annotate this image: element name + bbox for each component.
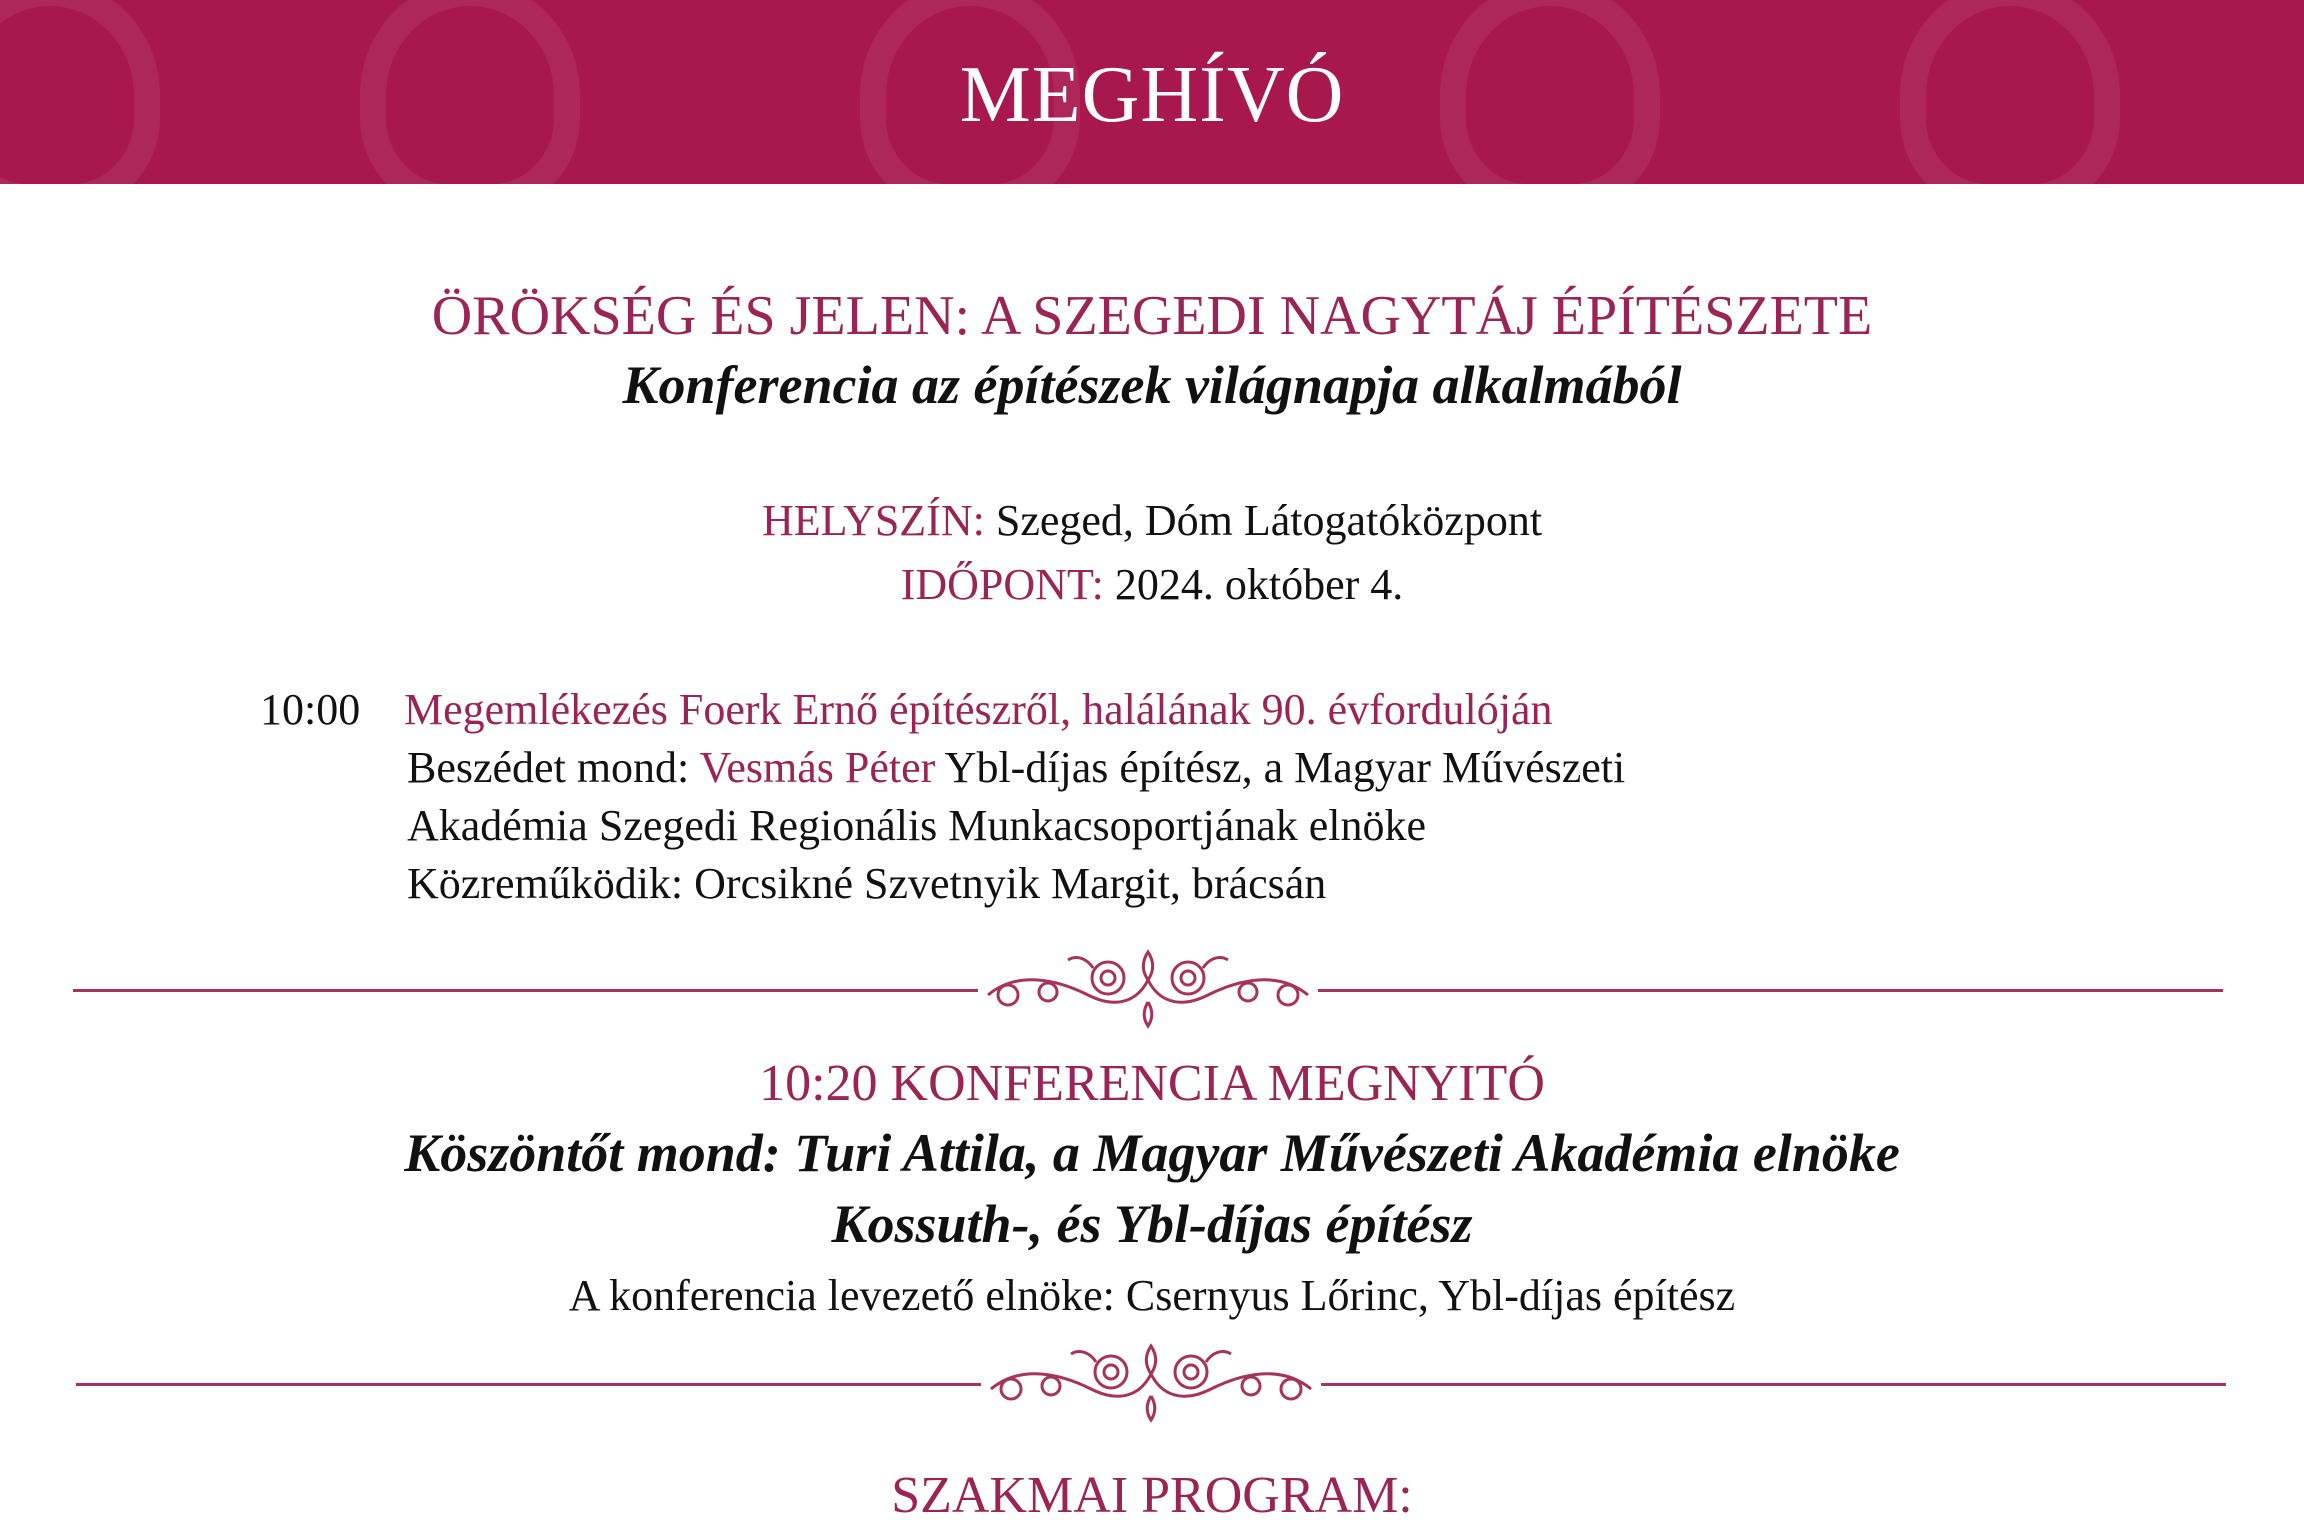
header-banner bbox=[0, 0, 2304, 184]
program-speaker bbox=[407, 739, 1625, 797]
location bbox=[0, 493, 2304, 549]
program-time: 10:00 bbox=[260, 685, 361, 734]
date bbox=[0, 557, 2304, 613]
speech-prefix: Beszédet mond: bbox=[407, 743, 700, 792]
ornament-divider bbox=[76, 1364, 2226, 1404]
speaker-desc: Ybl-díjas építész, a Magyar Művészeti bbox=[935, 743, 1626, 792]
speaker-desc-2: Akadémia Szegedi Regionális Munkacsoportjának elnöke bbox=[407, 801, 1427, 850]
opening-greeting-2: Kossuth-, és Ybl-díjas építész bbox=[831, 1194, 1473, 1254]
speaker-name: Vesmás Péter bbox=[699, 743, 936, 792]
date-value: 2024. október 4. bbox=[1103, 560, 1404, 609]
invitation-title: MEGHÍVÓ bbox=[959, 51, 1345, 139]
flourish-icon bbox=[978, 940, 1318, 1040]
date-label: IDŐPONT: bbox=[900, 560, 1104, 609]
conference-chair: A konferencia levezető elnöke: Csernyus Lőrinc, Ybl-díjas építész bbox=[568, 1271, 1736, 1320]
event-title: ÖRÖKSÉG ÉS JELEN: A SZEGEDI NAGYTÁJ ÉPÍTÉSZETE bbox=[431, 285, 1873, 347]
location-value: Szeged, Dóm Látogatóközpont bbox=[984, 496, 1543, 545]
opening-greeting: Köszöntőt mond: Turi Attila, a Magyar Művészeti Akadémia elnöke bbox=[404, 1123, 1900, 1183]
event-subtitle: Konferencia az építészek világnapja alkalmából bbox=[622, 355, 1682, 415]
program-title: Megemlékezés Foerk Ernő építészről, halálának 90. évfordulóján bbox=[404, 685, 1553, 734]
professional-program-title: SZAKMAI PROGRAM: bbox=[891, 1467, 1413, 1524]
ornament-divider bbox=[73, 970, 2223, 1010]
flourish-icon bbox=[981, 1334, 1321, 1434]
program-contributor: Közreműködik: Orcsikné Szvetnyik Margit, brácsán bbox=[407, 859, 1327, 908]
opening-title: 10:20 KONFERENCIA MEGNYITÓ bbox=[759, 1055, 1545, 1112]
location-label: HELYSZÍN: bbox=[761, 496, 985, 545]
